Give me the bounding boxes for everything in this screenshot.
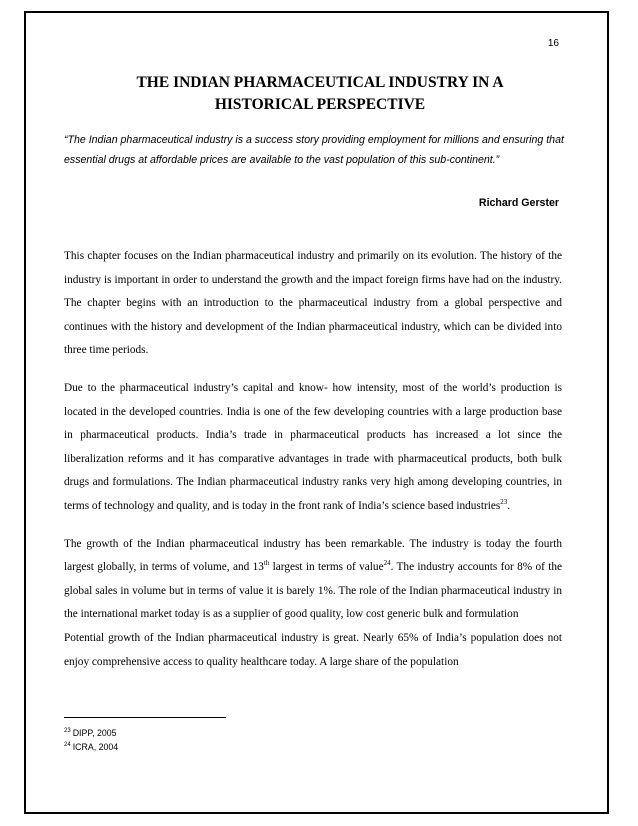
chapter-title-line-2: HISTORICAL PERSPECTIVE (214, 96, 426, 113)
footnote-ref-23[interactable]: 23 (500, 497, 508, 506)
epigraph-author: Richard Gerster (478, 197, 559, 209)
paragraph-trade-text: Due to the pharmaceutical industry’s capital and know- how intensity, most of the world’s production is located in the developed countries. India is one of the few developing countries with a large production base in pharmaceutical products. India’s trade in pharmaceutical products has increased a lot since the liberalization reforms and it has comparative advantages in trade with pharmaceutical products, both bulk drugs and formulations. The Indian pharmaceutical industry ranks very high among developing countries, in terms of technology and quality, and is today in the front rank of India’s science based industries (64, 381, 562, 512)
paragraph-growth-text-b: largest in terms of value (269, 561, 384, 574)
paragraph-potential: Potential growth of the Indian pharmaceutical industry is great. Nearly 65% of India’s population does not enjoy comprehensive access to quality healthcare today. A large share of the population (64, 631, 562, 668)
footnote-text: DIPP, 2005 (72, 728, 117, 738)
chapter-title (64, 72, 576, 116)
paragraph-trade-end: . (507, 499, 511, 512)
paragraph-growth-text-a: The growth of the Indian pharmaceutical industry has been remarkable. The industry is today the fourth largest globally, in terms of volume, and 13 (64, 537, 562, 574)
footnote-number: 24 (64, 742, 71, 748)
paragraph-trade (64, 377, 562, 519)
footnote-text: ICRA, 2004 (72, 742, 119, 752)
page-number: 16 (547, 38, 559, 49)
chapter-title-line-1: THE INDIAN PHARMACEUTICAL INDUSTRY IN A (136, 74, 504, 91)
footnote-item (64, 726, 118, 740)
footnote-item (64, 740, 118, 754)
footnote-number: 23 (64, 728, 71, 734)
footnote-separator (64, 717, 226, 718)
body-text (64, 245, 562, 674)
paragraph-growth-text-c: . The industry accounts for 8% of the global sales in volume but in terms of value it is barely 1%. The role of the Indian pharmaceutical industry in the international market today is as a supplier of good quality, low cost generic bulk and formulation (64, 561, 563, 621)
footnote-ref-24[interactable]: 24 (383, 559, 391, 568)
footnotes (64, 726, 118, 754)
paragraph-intro: This chapter focuses on the Indian pharmaceutical industry and primarily on its evolution. The history of the industry is important in order to understand the growth and the impact foreign firms have had on the industry. The chapter begins with an introduction to the pharmaceutical industry from a global perspective and continues with the history and development of the Indian pharmaceutical industry, which can be divided into three time periods. (64, 250, 562, 357)
ordinal-suffix: th (263, 559, 270, 568)
paragraph-growth (64, 533, 562, 627)
epigraph-quote: “The Indian pharmaceutical industry is a success story providing employment for millions and ensuring that essential drugs at affordable prices are available to the vast population of this sub-continent.” (64, 134, 564, 166)
